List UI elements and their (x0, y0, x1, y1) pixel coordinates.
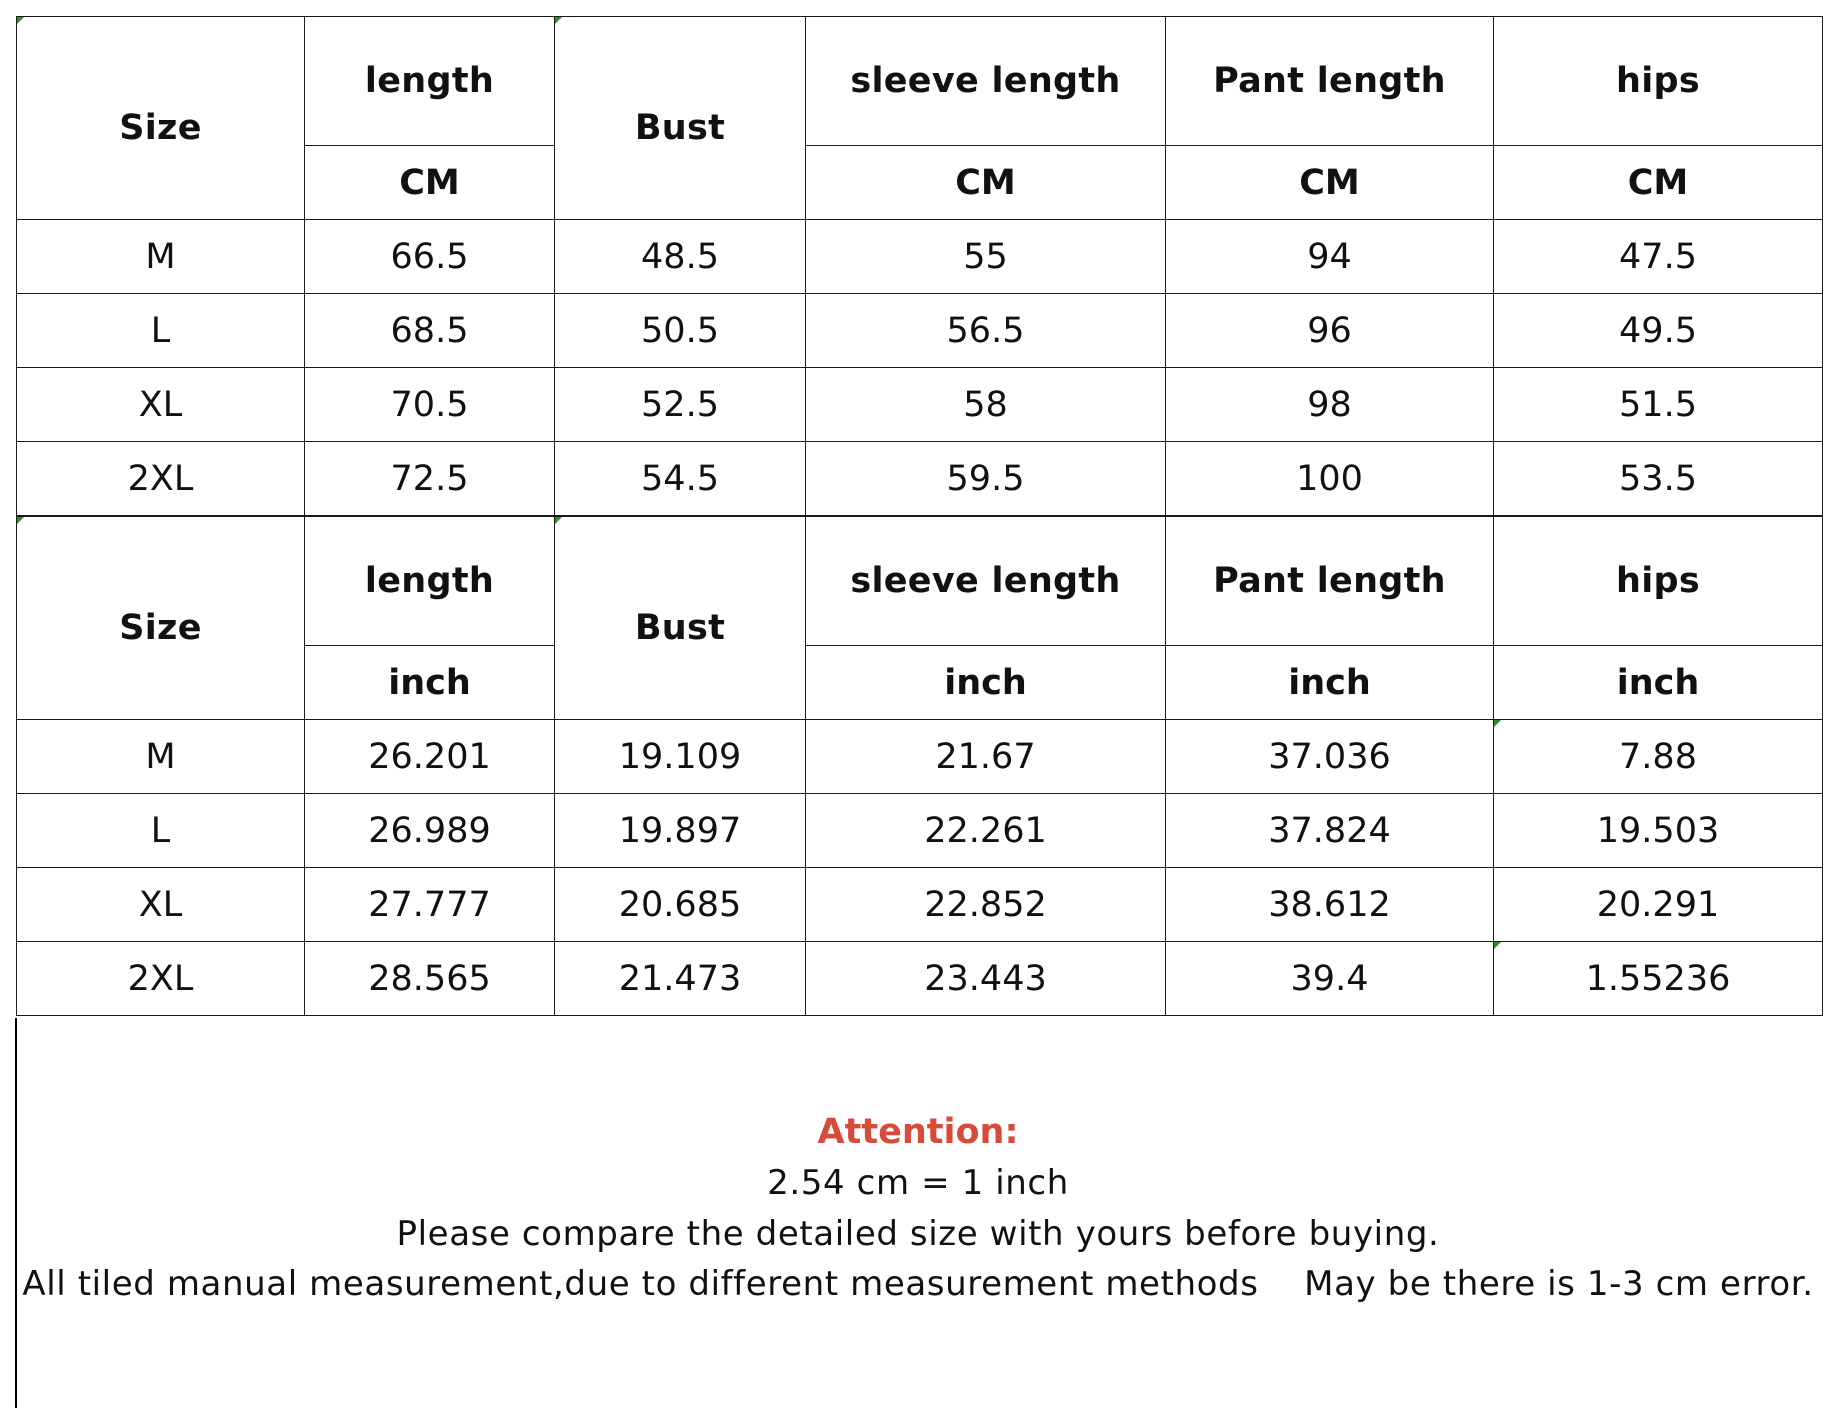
length-cell: 26.201 (305, 720, 555, 794)
pant-length-cell: 100 (1166, 442, 1494, 516)
length-cell: 70.5 (305, 368, 555, 442)
hips-cell: 7.88 (1494, 720, 1823, 794)
size-cell: L (17, 294, 305, 368)
hips-cell: 51.5 (1494, 368, 1823, 442)
sleeve-length-cell: 22.261 (806, 794, 1166, 868)
sleeve-length-cell: 22.852 (806, 868, 1166, 942)
size-cell: XL (17, 368, 305, 442)
pant-length-cell: 37.824 (1166, 794, 1494, 868)
length-cell: 28.565 (305, 942, 555, 1016)
hips-cell: 20.291 (1494, 868, 1823, 942)
unit-cell-pant-length: inch (1166, 646, 1494, 720)
unit-cell-sleeve-length: CM (806, 146, 1166, 220)
compare-note: Please compare the detailed size with yours before buying. (396, 1214, 1440, 1254)
table-row (17, 868, 1823, 942)
sleeve-length-cell: 55 (806, 220, 1166, 294)
pant-length-cell: 96 (1166, 294, 1494, 368)
bust-cell: 20.685 (555, 868, 806, 942)
length-cell: 68.5 (305, 294, 555, 368)
length-cell: 26.989 (305, 794, 555, 868)
pant-length-cell: 39.4 (1166, 942, 1494, 1016)
unit-cell-length: inch (305, 646, 555, 720)
size-cell: XL (17, 868, 305, 942)
attention-heading: Attention: (817, 1112, 1019, 1152)
size-cell: 2XL (17, 942, 305, 1016)
header-cell-size: Size (17, 17, 305, 220)
table-header-row (17, 17, 1823, 146)
size-table-inch (16, 516, 1823, 1016)
header-cell-pant-length: Pant length (1166, 517, 1494, 646)
bust-cell: 52.5 (555, 368, 806, 442)
header-cell-sleeve-length: sleeve length (806, 517, 1166, 646)
unit-cell-hips: CM (1494, 146, 1823, 220)
table-row (17, 220, 1823, 294)
header-cell-length: length (305, 517, 555, 646)
sleeve-length-cell: 58 (806, 368, 1166, 442)
length-cell: 72.5 (305, 442, 555, 516)
hips-cell: 53.5 (1494, 442, 1823, 516)
header-cell-hips: hips (1494, 517, 1823, 646)
table-row (17, 442, 1823, 516)
conversion-note: 2.54 cm = 1 inch (767, 1163, 1069, 1203)
unit-cell-pant-length: CM (1166, 146, 1494, 220)
unit-cell-sleeve-length: inch (806, 646, 1166, 720)
hips-cell: 47.5 (1494, 220, 1823, 294)
pant-length-cell: 38.612 (1166, 868, 1494, 942)
bust-cell: 50.5 (555, 294, 806, 368)
hips-cell: 49.5 (1494, 294, 1823, 368)
size-cell: 2XL (17, 442, 305, 516)
size-cell: M (17, 720, 305, 794)
table-row (17, 368, 1823, 442)
bust-cell: 48.5 (555, 220, 806, 294)
table-row (17, 720, 1823, 794)
hips-cell: 1.55236 (1494, 942, 1823, 1016)
table-row (17, 794, 1823, 868)
bust-cell: 19.897 (555, 794, 806, 868)
unit-cell-length: CM (305, 146, 555, 220)
pant-length-cell: 37.036 (1166, 720, 1494, 794)
header-cell-hips: hips (1494, 17, 1823, 146)
left-border-line (15, 1018, 17, 1408)
size-table-cm (16, 16, 1823, 516)
length-cell: 66.5 (305, 220, 555, 294)
sleeve-length-cell: 23.443 (806, 942, 1166, 1016)
length-cell: 27.777 (305, 868, 555, 942)
unit-cell-hips: inch (1494, 646, 1823, 720)
table-row (17, 294, 1823, 368)
table-header-row (17, 517, 1823, 646)
header-cell-size: Size (17, 517, 305, 720)
sleeve-length-cell: 56.5 (806, 294, 1166, 368)
header-cell-sleeve-length: sleeve length (806, 17, 1166, 146)
size-cell: L (17, 794, 305, 868)
header-cell-bust: Bust (555, 17, 806, 220)
bust-cell: 21.473 (555, 942, 806, 1016)
bust-cell: 19.109 (555, 720, 806, 794)
header-cell-pant-length: Pant length (1166, 17, 1494, 146)
sleeve-length-cell: 59.5 (806, 442, 1166, 516)
header-cell-length: length (305, 17, 555, 146)
table-row (17, 942, 1823, 1016)
size-cell: M (17, 220, 305, 294)
bust-cell: 54.5 (555, 442, 806, 516)
sleeve-length-cell: 21.67 (806, 720, 1166, 794)
hips-cell: 19.503 (1494, 794, 1823, 868)
pant-length-cell: 98 (1166, 368, 1494, 442)
header-cell-bust: Bust (555, 517, 806, 720)
pant-length-cell: 94 (1166, 220, 1494, 294)
measurement-note: All tiled manual measurement,due to different measurement methods May be there is 1-3 cm error. (22, 1264, 1814, 1304)
